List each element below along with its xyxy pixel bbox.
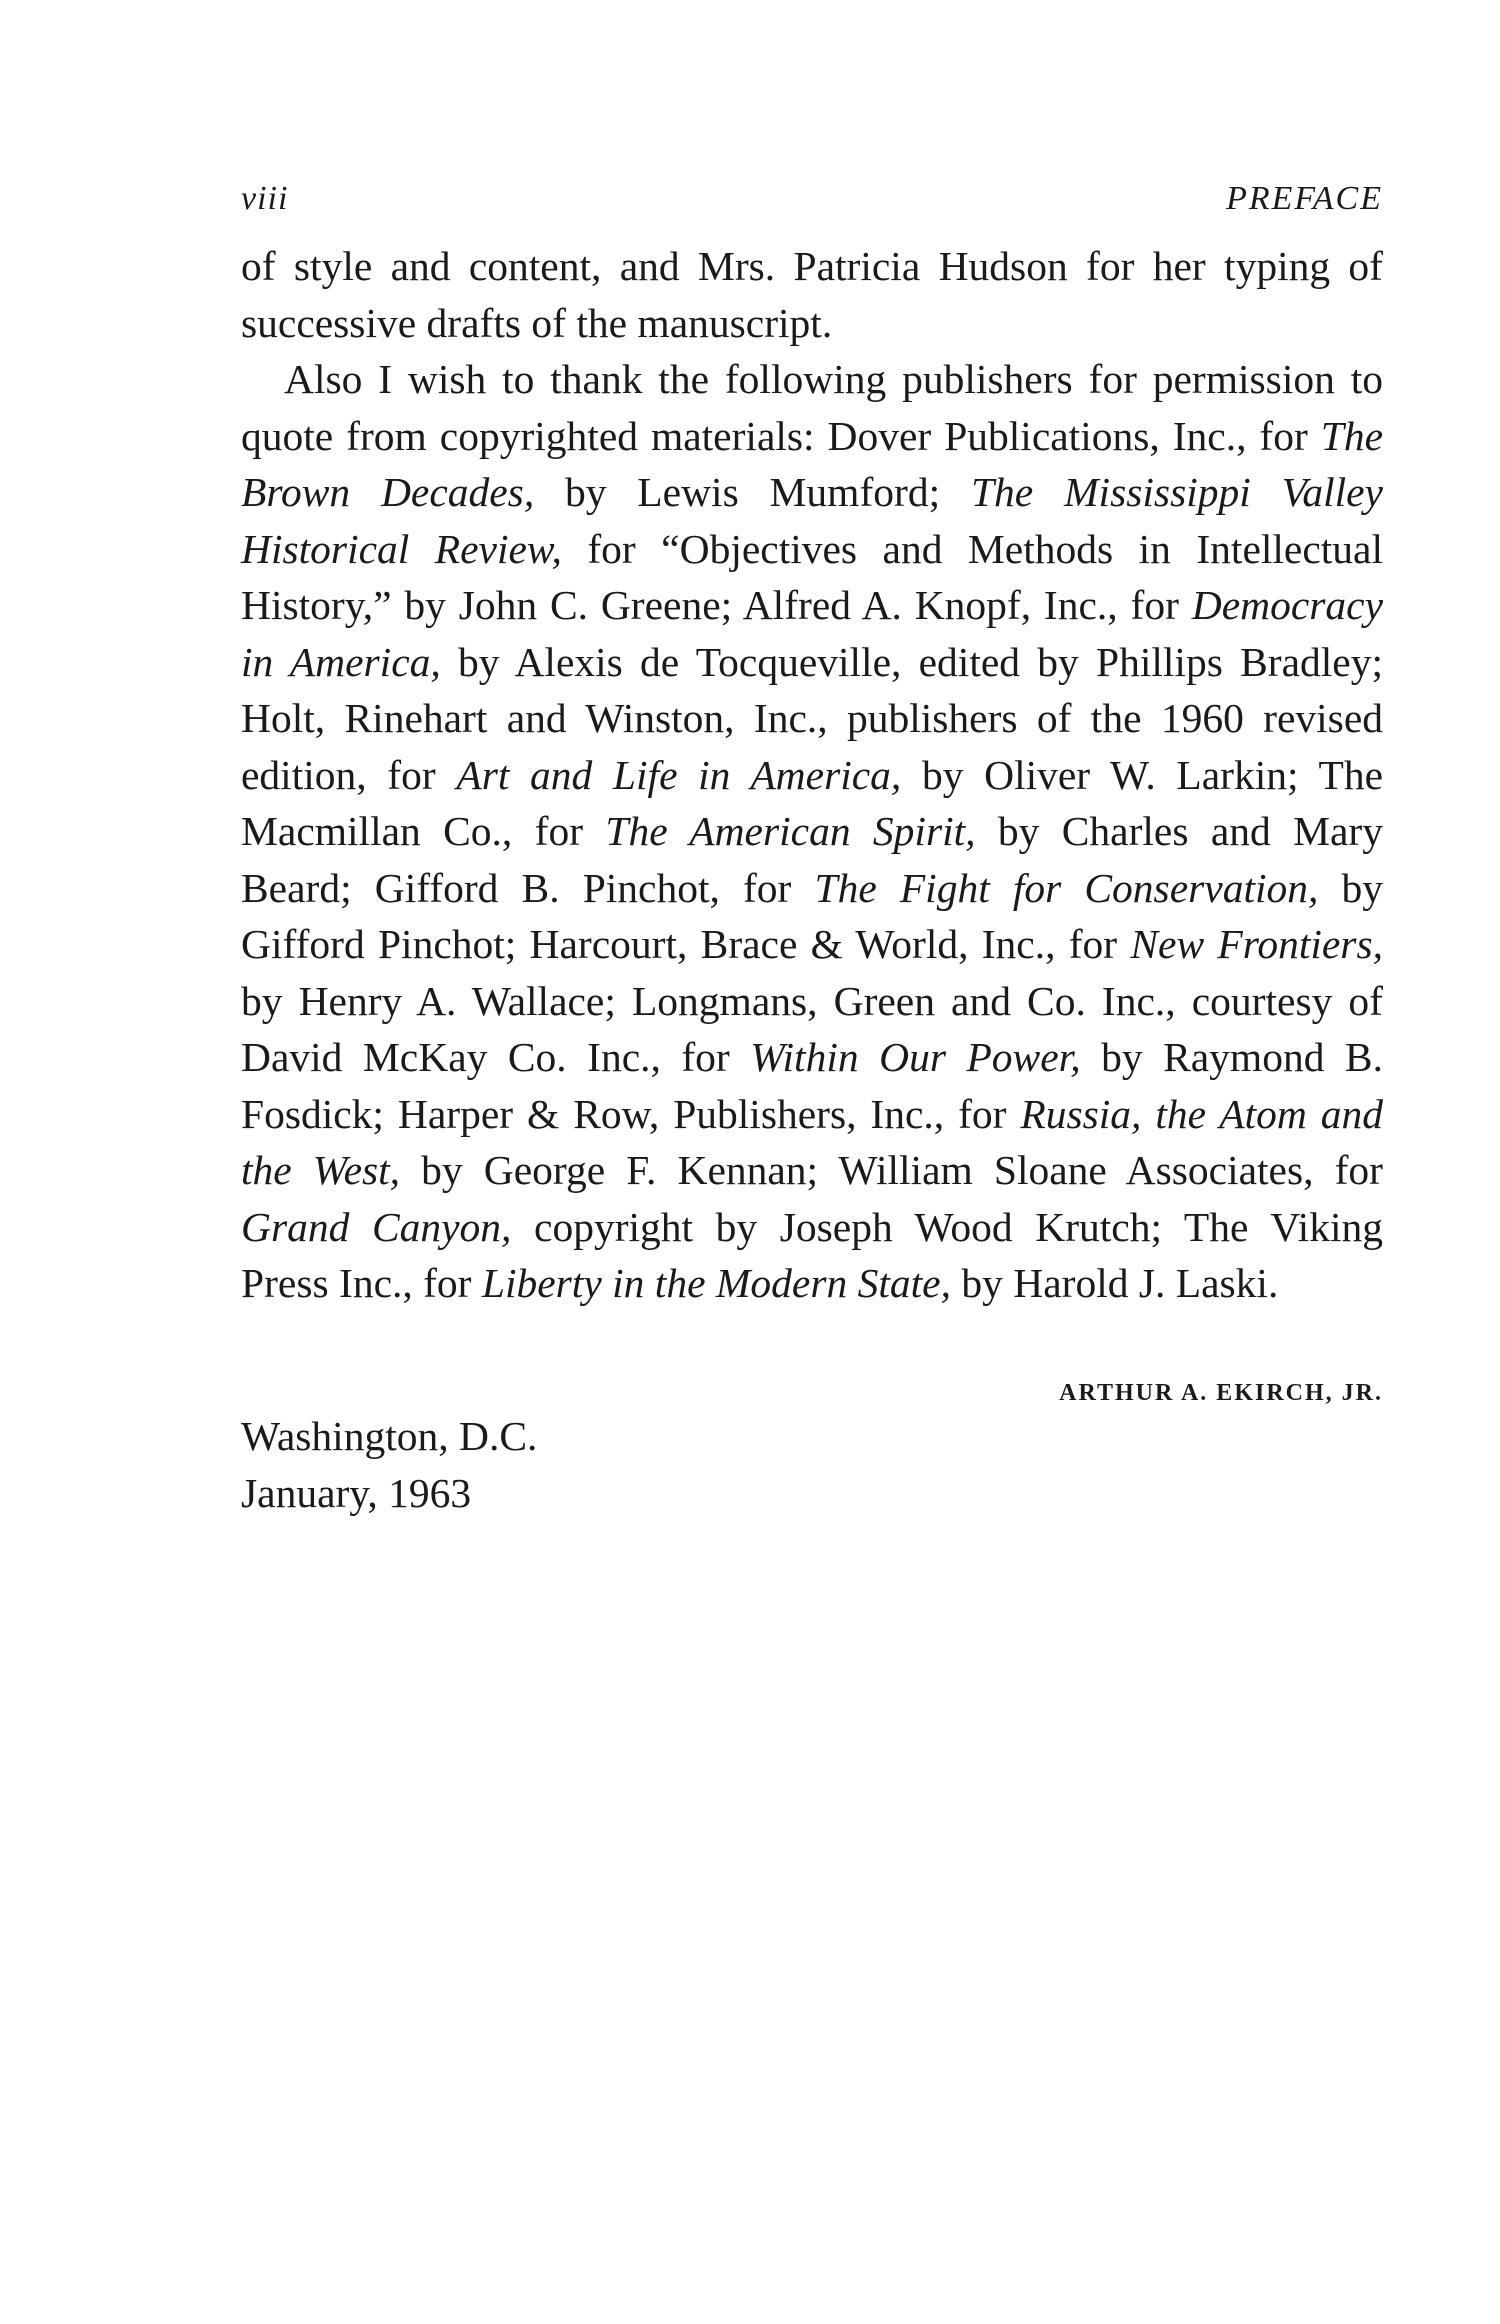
author-signature: ARTHUR A. EKIRCH, JR. [1059,1380,1383,1406]
paragraph [241,238,1383,351]
book-title: Russia, the Atom and the West, [241,1090,1383,1193]
book-title: Liberty in the Modern State, [481,1260,951,1306]
paragraph [241,351,1383,1312]
date: January, 1963 [241,1469,472,1516]
book-title: The Fight for Conservation, [814,864,1319,911]
preface-body [241,238,1383,1312]
text-run: by George F. Kennan; William Sloane Associates, for [400,1147,1384,1193]
place: Washington, D.C. [241,1413,538,1459]
text-run: by Alexis de Tocqueville, edited by Phillips Bradley; Holt, Rinehart and Winston, Inc., publishers of the 1960 revised edition, for [241,638,1384,798]
book-title: Art and Life in America, [456,751,902,798]
book-title: The American Spirit, [605,808,976,854]
running-head: PREFACE [1226,180,1383,217]
text-run: by Oliver W. Larkin; The Macmillan Co., for [241,751,1383,854]
text-run: by Raymond B. Fosdick; Harper & Row, Publishers, Inc., for [241,1034,1383,1137]
page-header [241,172,1383,232]
text-run: by Henry A. Wallace; Longmans, Green and Co. Inc., courtesy of David McKay Co. Inc., for [241,977,1383,1080]
text-run: by Lewis Mumford; [534,469,971,515]
book-title: Grand Canyon, [241,1203,512,1250]
text-run: Also I wish to thank the following publishers for permission to quote from copyrighted materials: Dover Publications, Inc., for [241,356,1383,459]
book-title: The Mississippi Valley Historical Review, [241,469,1383,572]
text-run: of style and content, and Mrs. Patricia Hudson for her typing of successive drafts of the manuscript. [241,243,1383,346]
text-run: copyright by Joseph Wood Krutch; The Viking Press Inc., for [241,1203,1383,1306]
text-run: by Gifford Pinchot; Harcourt, Brace & World, Inc., for [241,864,1383,967]
book-title: The Brown Decades, [241,412,1383,515]
place-and-date [241,1408,537,1521]
text-run: for “Objectives and Methods in Intellectual History,” by John C. Greene; Alfred A. Knopf, Inc., for [241,525,1383,628]
book-title: Democracy in America, [241,582,1383,685]
book-title: Within Our Power, [750,1034,1081,1080]
book-title: New Frontiers, [1130,921,1383,967]
text-run: by Harold J. Laski. [950,1260,1279,1306]
page-number: viii [241,180,289,217]
text-run: by Charles and Mary Beard; Gifford B. Pinchot, for [241,808,1383,911]
